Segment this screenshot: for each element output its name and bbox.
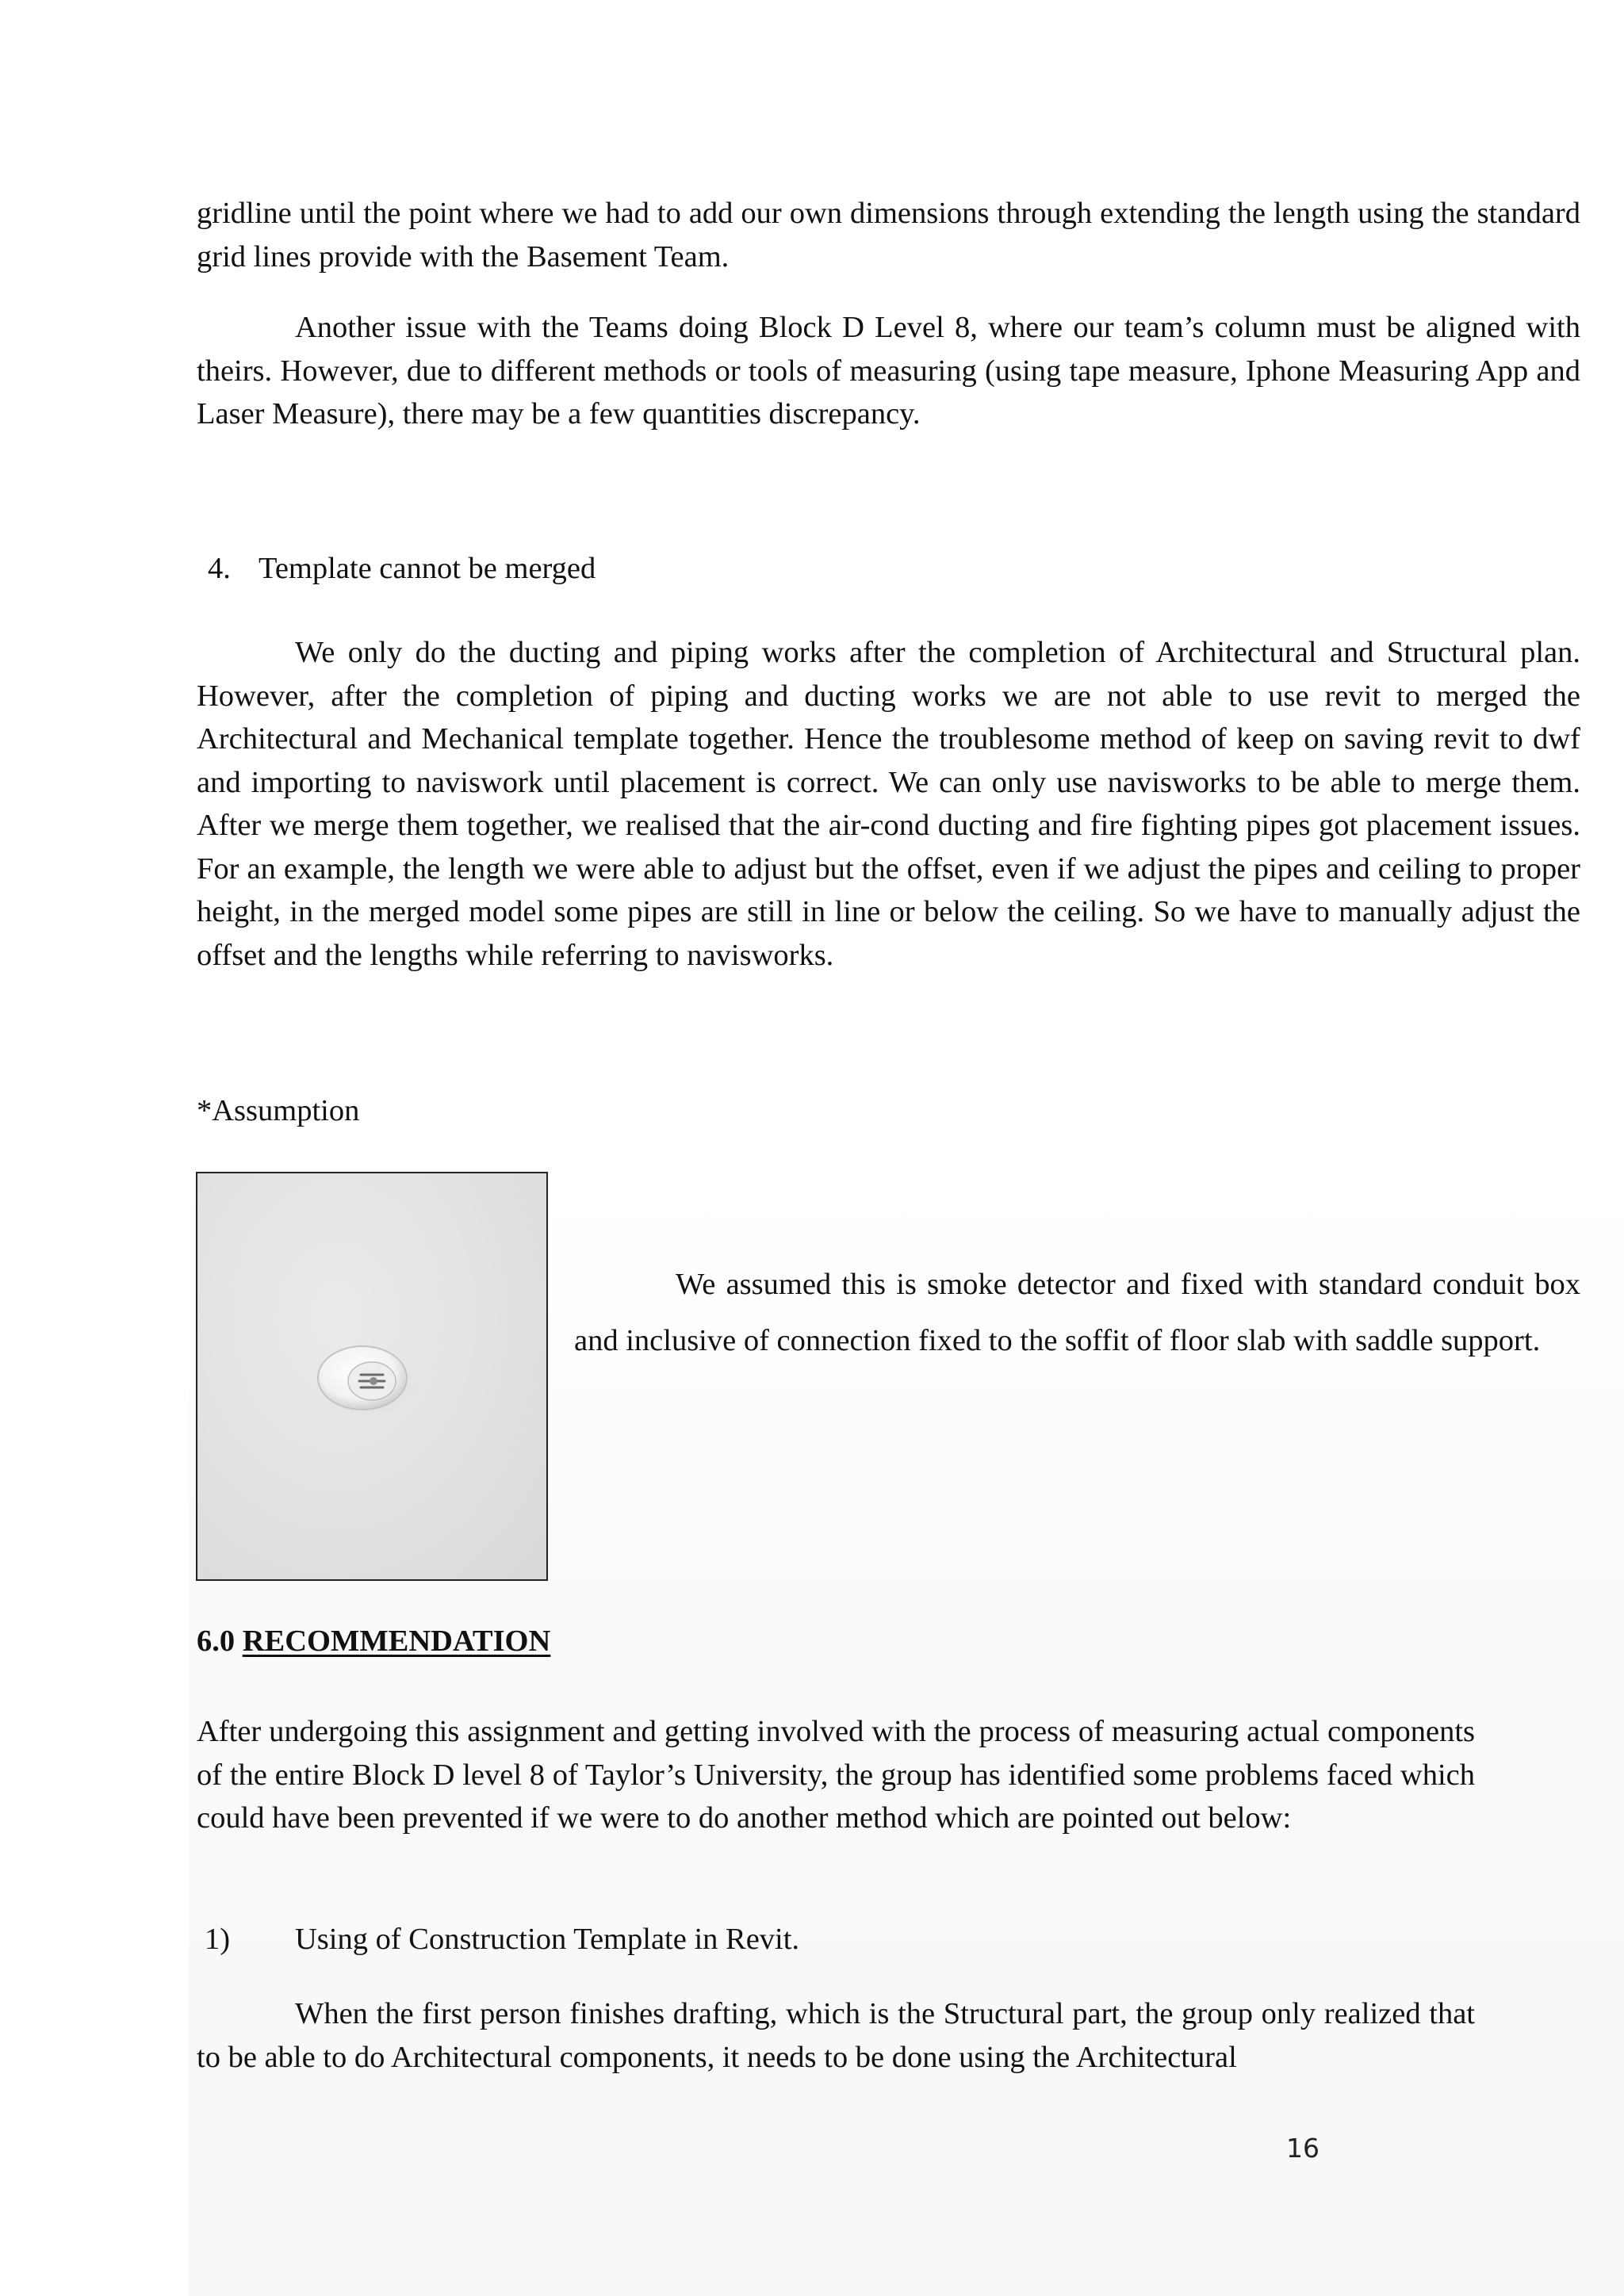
smoke-detector-icon [197, 1173, 546, 1579]
section-heading-recommendation [197, 1620, 550, 1663]
page-number: 16 [1286, 2133, 1320, 2164]
section-title: RECOMMENDATION [242, 1624, 551, 1658]
list-item-text: Using of Construction Template in Revit. [295, 1923, 800, 1956]
paragraph-teams-alignment: Another issue with the Teams doing Block D Level 8, where our team’s column must be aligned with theirs. However, due to different methods or tools of measuring (using tape measure, Iphone Measuring App and Laser Measure), there may be a few quantities discrepancy. [197, 311, 1580, 430]
list-item-template-cannot-be-merged [208, 547, 596, 591]
section-number: 6.0 [197, 1624, 236, 1658]
paragraph-recommendation-intro: After undergoing this assignment and getting involved with the process of measuring actual components of the entire Block D level 8 of Taylor’s University, the group has identified some problems faced which could have been prevented if we were to do another method which are pointed out below: [197, 1715, 1475, 1835]
paragraph-structural-drafting: When the first person finishes drafting, which is the Structural part, the group only realized that to be able to do Architectural components, it needs to be done using the Architectural [197, 1997, 1475, 2074]
list-item-number: 1) [205, 1923, 231, 1956]
assumption-label: *Assumption [197, 1094, 360, 1127]
list-item-construction-template [205, 1918, 799, 1961]
smoke-detector-photo [196, 1172, 548, 1581]
paragraph-template-merge: We only do the ducting and piping works after the completion of Architectural and Structural plan. However, after the completion of piping and ducting works we are not able to use revit to merged the Architectural and Mechanical template together. Hence the troublesome method of keep on saving revit to dwf and importing to naviswork until placement is correct. We can only use navisworks to be able to merge them. After we merge them together, we realised that the air-cond ducting and fire fighting pipes got placement issues. For an example, the length we were able to adjust but the offset, even if we adjust the pipes and ceiling to proper height, in the merged model some pipes are still in line or below the ceiling. So we have to manually adjust the offset and the lengths while referring to navisworks. [197, 636, 1580, 972]
paragraph-smoke-detector-assumption: We assumed this is smoke detector and fixed with standard conduit box and inclusive of connection fixed to the soffit of floor slab with saddle support. [574, 1268, 1580, 1357]
list-item-number: 4. [208, 552, 231, 585]
paragraph-gridline-continued: gridline until the point where we had to add our own dimensions through extending the length using the standard grid lines provide with the Basement Team. [197, 197, 1580, 274]
list-item-text: Template cannot be merged [259, 552, 596, 585]
